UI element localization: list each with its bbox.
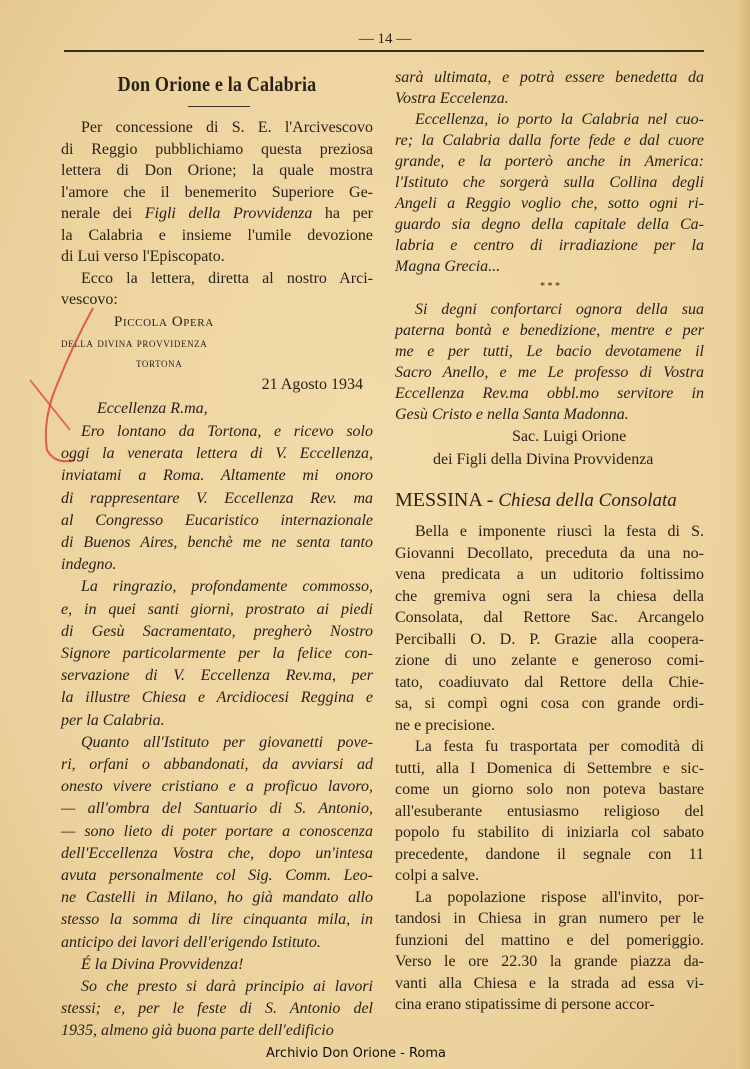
text-line: la Calabria e insieme l'umile devozione [61,226,373,244]
text-line: Ero lontano da Tortona, e ricevo solo [81,423,373,440]
news-dash: - [481,489,499,511]
archive-footer: Archivio Don Orione - Roma [265,1046,447,1061]
article-title: Don Orione e la Calabria [117,72,317,96]
text-line: Angeli a Reggio voglio che, sotto ogni ri- [395,195,704,212]
text-line: e, in quei santi giorni, prostrato ai piedi [61,600,373,618]
letter-body-left [61,421,373,1043]
paragraph [395,67,704,109]
text-line: — sono lieto di poter portare a conoscenza [61,822,373,840]
paragraph [61,732,373,954]
text-line: all'esuberante entusiasmo religioso del [395,802,704,820]
text-line: sa, si compì ogni cosa con grande ordi- [395,695,704,712]
text-line: — all'ombra del Santuario di S. Antonio, [61,800,373,818]
text-line: Ecco la lettera, diretta al nostro Arci- [81,269,373,287]
title-rule [188,106,250,107]
text-line: re; la Calabria dalla forte fede e dal cuore [395,132,704,149]
letter-date: 21 Agosto 1934 [261,376,363,393]
news-place: MESSINA [395,489,482,511]
letter-closing [395,299,704,425]
text-line: La popolazione rispose all'invito, por- [415,888,704,906]
text-line: Signore particolarmente per la felice con- [61,645,373,663]
letter-salutation: Eccellenza R.ma, [97,400,208,417]
text-line: di Gesù Sacramentato, pregherò Nostro [61,622,373,640]
intro-text [61,117,373,311]
header-rule [64,50,704,52]
text-line: vena predicata a un uditorio foltissimo [395,566,704,583]
text-line: tutti, alla I Domenica di Settembre e sic- [395,759,704,777]
text-line: Per concessione di S. E. l'Arcivescovo [81,119,373,136]
paragraph [61,954,373,976]
news-heading [395,488,705,513]
text-line: Bella e imponente riuscì la festa di S. [415,523,704,540]
text-line: la illustre Chiesa e Arcidiocesi Reggina e [61,689,373,707]
paragraph [395,736,704,887]
text-line: inviatami a Roma. Altamente mi onoro [61,467,373,485]
text-line: tandosi in Chiesa in gran numero per le [395,910,704,927]
text-line: per la Calabria. [61,711,165,729]
letterhead-line: tortona [136,355,183,370]
text-line: Verso le ore 22.30 la grande piazza da- [395,953,704,970]
text-line: paterna bontà e benedizione, mentre e per [395,322,704,339]
signature-name: Sac. Luigi Orione [512,428,627,445]
text-line: Eccellenza Rev.ma obbl.mo servitore in [395,385,704,402]
text-line: ne e precisione. [395,716,495,734]
paragraph [395,109,704,277]
text-line: ri, orfani o abbandonati, da avviarsi ad [61,756,373,774]
text-line: dell'Eccellenza Vostra che, dopo un'intesa [61,844,373,862]
text-line: al Congresso Eucaristico internazionale [61,511,373,529]
text-line: 1935, almeno già buona parte dell'edificio [61,1022,334,1040]
text-line: guardo sia degno della capitale della Ca- [395,216,704,233]
text-line: me e per tutti, Le bacio devotamene il [395,343,704,360]
text-line: che gremiva ogni sera la chiesa della [395,587,704,605]
text-line: anticipo dei lavori dell'erigendo Istituto. [61,933,321,951]
text-line: zione di uno zelante e generoso comi- [395,652,704,669]
text-line: funzioni del mattino e del pomeriggio. [395,931,704,949]
text-line: ne Castelli in Milano, ho già mandato allo [61,889,373,907]
text-line: Eccellenza, io porto la Calabria nel cuo- [415,111,704,128]
paragraph [395,521,704,736]
paragraph [61,421,373,576]
text-line: avuta personalmente col Sig. Comm. Leo- [61,867,373,885]
text-line: di Reggio pubblichiamo questa preziosa [61,140,373,158]
news-subject: Chiesa della Consolata [498,490,677,511]
letterhead-line: Piccola Opera [114,314,214,330]
text-line: l'amore che il benemerito Superiore Ge- [61,183,373,201]
text-line: stesso la somma di lire cinquanta mila, in [61,911,373,929]
text-line: l'Istituto che sorgerà sulla Collina degli [395,174,704,191]
text-line: precedente, dandone il segnale con 11 [395,845,704,863]
text-line: cina erano stipatissime di persone accor- [395,996,655,1013]
text-line: sarà ultimata, e potrà essere benedetta da [395,69,704,86]
signature-title: dei Figli della Divina Provvidenza [433,451,654,468]
text-line: Consolata, dal Rettore Sac. Arcangelo [395,609,704,626]
society-name: Figli della Provvidenza [144,205,313,222]
text-line: di Buenos Aires, benchè me ne senta tanto [61,534,373,552]
page-number: — 14 — [358,31,412,47]
text-line: Vostra Eccelenza. [395,90,509,107]
text-line: Giovanni Decollato, preceduta da una no- [395,544,704,562]
page-edge [736,0,750,1069]
paragraph [61,976,373,1043]
paragraph [395,887,704,1016]
text-line: colpi a salve. [395,867,479,884]
paragraph [61,117,373,268]
text-line: onesto vivere cristiano e a proficuo lavoro, [61,778,373,796]
text-line: Gesù Cristo e nella Santa Madonna. [395,406,629,423]
text-line: É la Divina Provvidenza! [81,955,244,973]
text-line: Quanto all'Istituto per giovanetti pove- [81,733,373,751]
text-line: vanti alla Chiesa e la strada ad essa vi- [395,974,704,992]
news-body [395,521,704,1016]
text-line: labria e centro di irradiazione per la [395,237,704,254]
text-line: oggi la venerata lettera di V. Eccellenza, [61,445,373,463]
text-line: La festa fu trasportata per comodità di [415,738,704,755]
text-line: di rappresentare V. Eccellenza Rev. ma [61,489,373,507]
text-line: vescovo: [61,291,118,308]
text-line: tato, coadiuvato dal Rettore della Chie- [395,673,704,691]
text-line: popolo fu stabilito di iniziarla col sabato [395,824,704,841]
text-line: Perciballi O. D. P. Grazie alla coopera- [395,630,704,648]
text-line: indegno. [61,556,117,574]
text-line: come un giorno solo non poteva bastare [395,781,704,798]
text-line: So che presto si darà principio ai lavori [81,978,373,996]
text-line: stessi; e, per le feste di S. Antonio del [61,1000,373,1018]
paragraph [395,299,704,425]
text-line: nerale dei Figli della Provvidenza ha per [61,205,374,222]
text-line: Sacro Anello, e me Le professo di Vostra [395,364,704,381]
text-line: La ringrazio, profondamente commosso, [81,578,373,596]
text-line: Si degni confortarci ognora della sua [415,301,704,318]
letterhead-line: della divina provvidenza [61,334,208,350]
text-line: servazione di V. Eccellenza Rev.ma, per [61,667,373,685]
text-line: grande, e la porterò anche in America: [395,153,704,170]
text-line: lettera di Don Orione; la quale mostra [61,162,373,179]
paragraph [61,576,373,731]
letter-body-right [395,67,704,277]
separator-asterisms: * * * [540,281,560,292]
text-line: di Lui verso l'Episcopato. [61,248,225,265]
text-line: Magna Grecia... [395,258,501,275]
